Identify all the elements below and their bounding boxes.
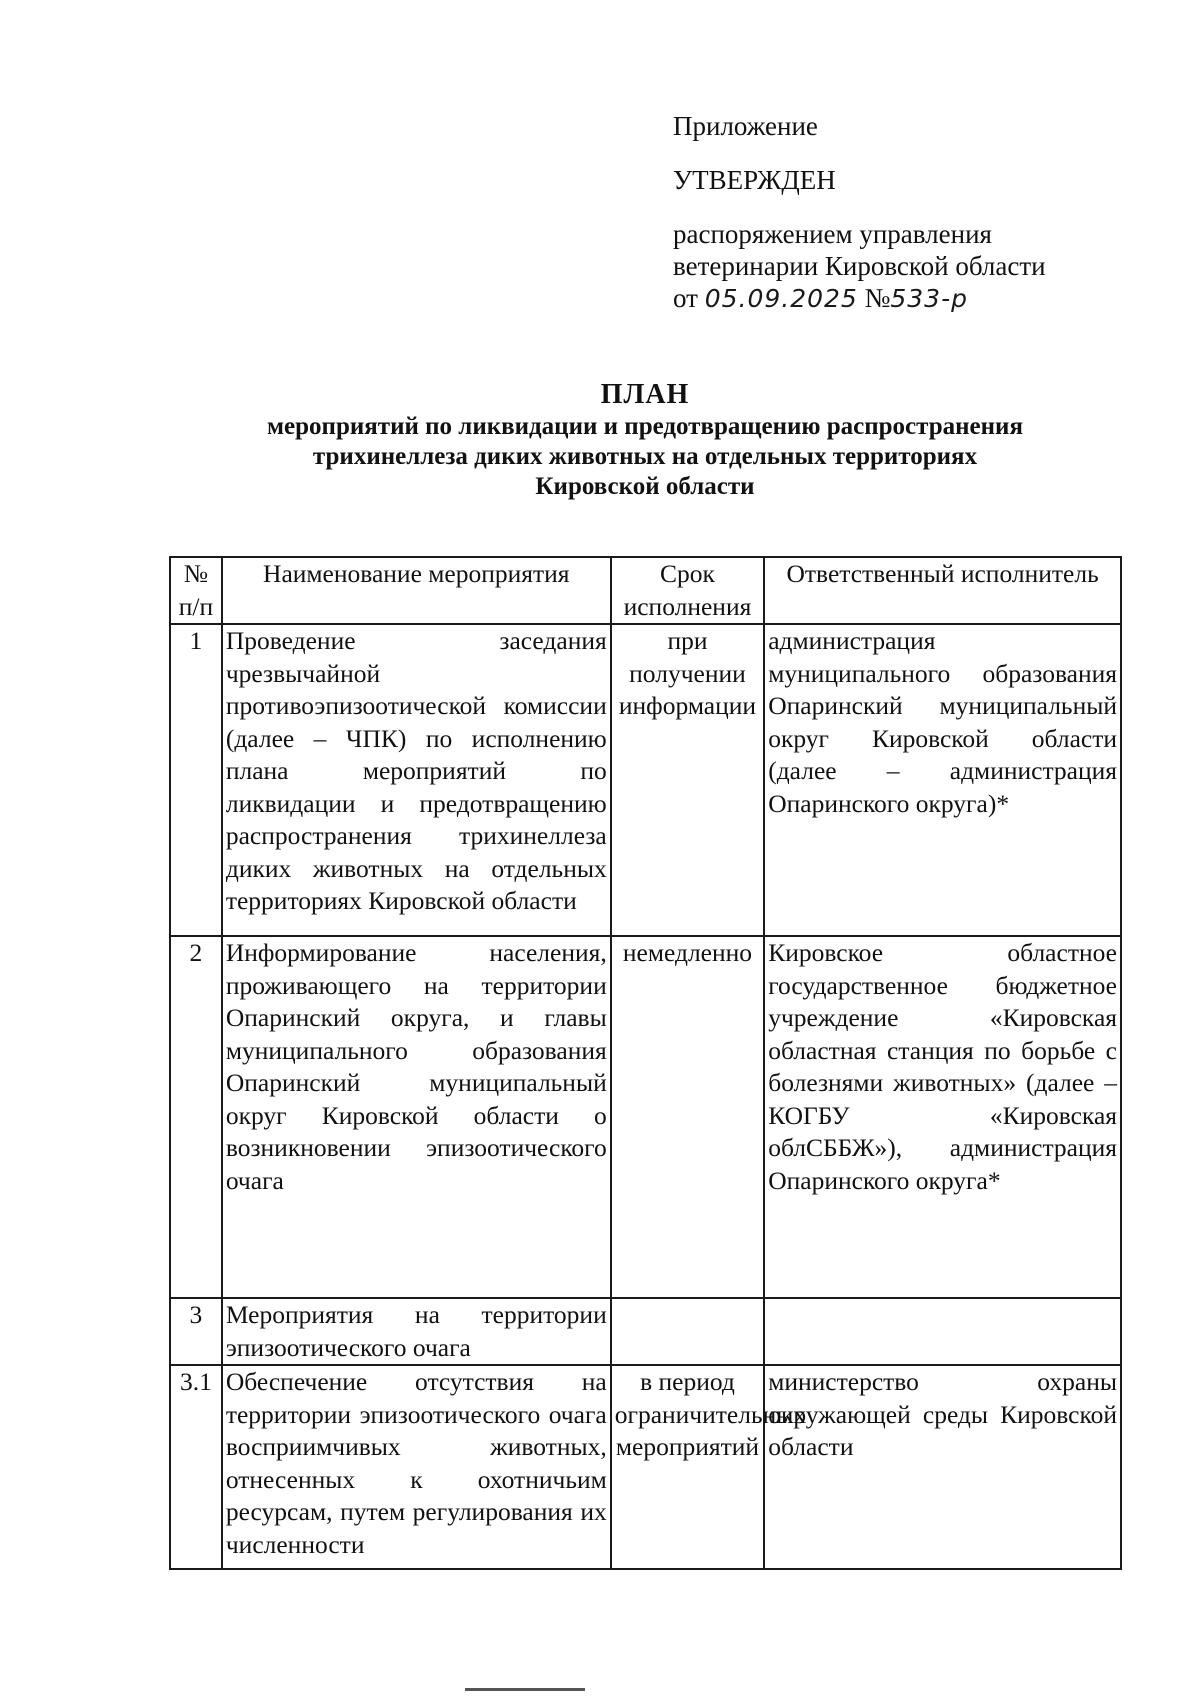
number-label: № (864, 283, 891, 313)
table-header-row (170, 557, 1121, 624)
handwritten-number: 533-р (890, 284, 968, 313)
cell-num: 3 (170, 1298, 222, 1365)
cell-name: Информирование населения, проживающего на территории Опаринский округа, и главы муниципального образования Опаринский муниципальный округ Кировской области о возникновении эпизоотического очага (222, 936, 611, 1298)
appendix-label: Приложение (673, 111, 818, 141)
cell-num: 2 (170, 936, 222, 1298)
approval-date-line (673, 282, 1153, 315)
plan-table (169, 556, 1122, 1570)
approved-by-line2: ветеринарии Кировской области (673, 251, 1046, 281)
table-row (170, 936, 1121, 1298)
table-row (170, 1365, 1121, 1569)
plan-subtitle-line3: Кировской области (535, 473, 755, 500)
cell-name: Мероприятия на территории эпизоотического очага (222, 1298, 611, 1365)
approval-block (673, 110, 1153, 315)
handwritten-date: 05.09.2025 (704, 284, 858, 313)
cell-responsible: министерство охраны окружающей среды Кировской области (764, 1365, 1121, 1569)
plan-title: ПЛАН (600, 379, 690, 410)
scan-mark-divider (465, 1688, 585, 1691)
approved-by-line1: распоряжением управления (673, 219, 992, 249)
cell-term (611, 1298, 764, 1365)
cell-name: Проведение заседания чрезвычайной противоэпизоотической комиссии (далее – ЧПК) по исполнению плана мероприятий по ликвидации и предотвращению распространения трихинеллеза диких животных на отдельных территориях Кировской области (222, 624, 611, 936)
cell-responsible (764, 1298, 1121, 1365)
header-num: № п/п (170, 557, 222, 624)
plan-subtitle-line1: мероприятий по ликвидации и предотвращению распространения (267, 413, 1023, 440)
cell-term: немедленно (611, 936, 764, 1298)
document-title (170, 378, 1120, 502)
cell-responsible: администрация муниципального образования Опаринский муниципальный округ Кировской области (далее – администрация Опаринского округа)* (764, 624, 1121, 936)
cell-num: 1 (170, 624, 222, 936)
cell-responsible: Кировское областное государственное бюджетное учреждение «Кировская областная станция по борьбе с болезнями животных» (далее – КОГБУ «Кировская облСББЖ»), администрация Опаринского округа* (764, 936, 1121, 1298)
header-responsible: Ответственный исполнитель (764, 557, 1121, 624)
from-label: от (673, 283, 698, 313)
table-row (170, 624, 1121, 936)
cell-name: Обеспечение отсутствия на территории эпизоотического очага восприимчивых животных, отнесенных к охотничьим ресурсам, путем регулирования их численности (222, 1365, 611, 1569)
cell-num: 3.1 (170, 1365, 222, 1569)
header-name: Наименование мероприятия (222, 557, 611, 624)
header-term: Срок исполнения (611, 557, 764, 624)
cell-term: в период ограничительных мероприятий (611, 1365, 764, 1569)
plan-subtitle-line2: трихинеллеза диких животных на отдельных территориях (312, 443, 978, 470)
cell-term: при получении информации (611, 624, 764, 936)
table-row (170, 1298, 1121, 1365)
approved-label: УТВЕРЖДЕН (673, 165, 836, 195)
